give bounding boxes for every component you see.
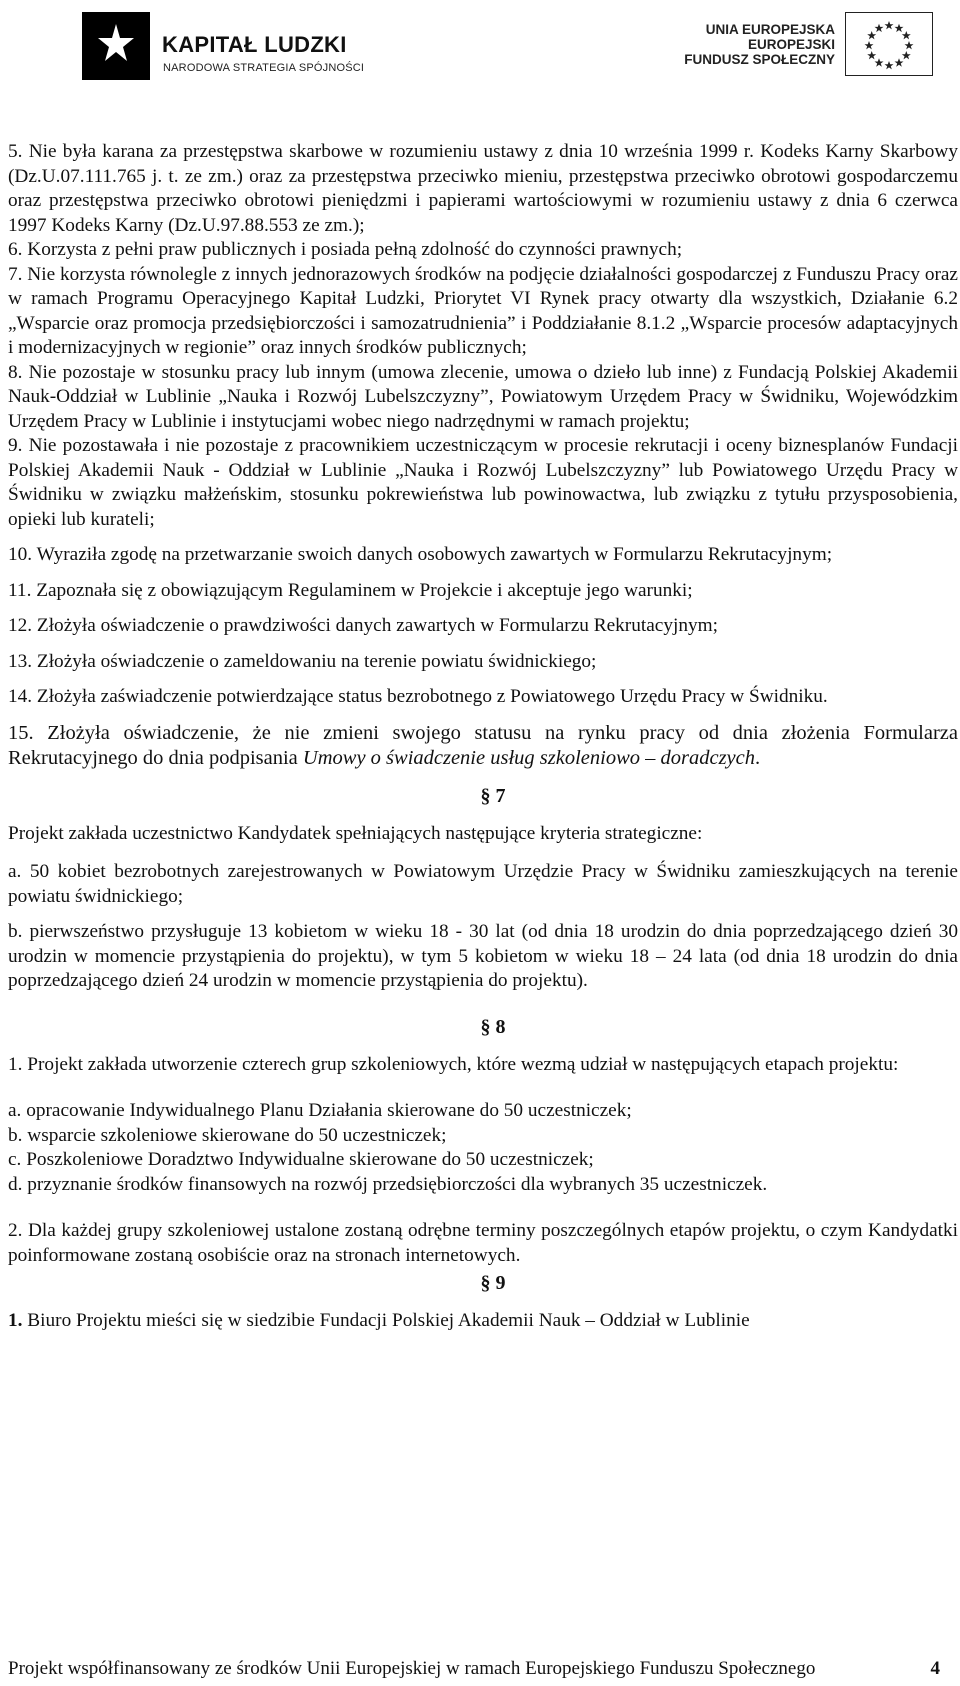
- list-item-12: 12. Złożyła oświadczenie o prawdziwości danych zawartych w Formularzu Rekrutacyjnym;: [8, 615, 718, 636]
- list-item-7: 7. Nie korzysta równolegle z innych jednorazowych środków na podjęcie działalności gospodarczej z Funduszu Pracy oraz w ramach Programu Operacyjnego Kapitał Ludzki, Priorytet VI Rynek pracy otwarty dla wszystkich, Działanie 6.2 „Wsparcie oraz promocja przedsiębiorczości i samozatrudnienia” i Poddziałanie 8.1.2 „Wsparcie procesów adaptacyjnych i modernizacyjnych w regionie” oraz innych środków publicznych;: [8, 263, 958, 358]
- eu-flag-icon: [845, 12, 933, 76]
- section-8-item-b: b. wsparcie szkoleniowe skierowane do 50 uczestniczek;: [8, 1124, 447, 1146]
- kapital-ludzki-title: KAPITAŁ LUDZKI: [162, 32, 347, 57]
- list-item-15-italic: Umowy o świadczenie usług szkoleniowo – doradczych: [302, 746, 755, 769]
- footer-text: Projekt współfinansowany ze środków Unii Europejskiej w ramach Europejskiego Funduszu Społecznego: [8, 1658, 816, 1679]
- list-item-13: 13. Złożyła oświadczenie o zameldowaniu na terenie powiatu świdnickiego;: [8, 650, 597, 672]
- section-heading-9: § 9: [480, 1272, 506, 1294]
- section-7-item-a: a. 50 kobiet bezrobotnych zarejestrowanych w Powiatowym Urzędzie Pracy w Świdniku zamieszkujących na terenie powiatu świdnickiego;: [8, 861, 958, 907]
- eu-logo-line3: FUNDUSZ SPOŁECZNY: [684, 52, 835, 67]
- section-9-point-1: [8, 1309, 958, 1334]
- page-footer: [8, 1658, 960, 1680]
- list-item-9: 9. Nie pozostawała i nie pozostaje z pracownikiem uczestniczącym w procesie rekrutacji i oceny biznesplanów Fundacji Polskiej Akademii Nauk - Oddział w Lublinie „Nauka i Rozwój Lubelszczyzny” lub Powiatowego Urzędu Pracy w Świdniku w związku małżeńskim, stosunku pokrewieństwa lub powinowactwa, lub związku z tytułu przysposobienia, opieki lub kurateli;: [8, 435, 958, 530]
- eu-logo-text: [663, 22, 835, 67]
- section-7-intro: Projekt zakłada uczestnictwo Kandydatek spełniających następujące kryteria strategiczne:: [8, 822, 703, 844]
- section-8-item-a: a. opracowanie Indywidualnego Planu Działania skierowane do 50 uczestniczek;: [8, 1100, 632, 1121]
- list-item-15-text: 15. Złożyła oświadczenie, że nie zmieni swojego statusu na rynku pracy od dnia złożenia Formularza Rekrutacyjnego do dnia podpisania: [8, 721, 958, 769]
- section-9-point-1-text: Biuro Projektu mieści się w siedzibie Fundacji Polskiej Akademii Nauk – Oddział w Lublinie: [22, 1310, 750, 1331]
- list-item-15-end: .: [755, 746, 761, 769]
- section-9-point-1-number: 1.: [8, 1310, 23, 1331]
- section-7-item-b: b. pierwszeństwo przysługuje 13 kobietom w wieku 18 - 30 lat (od dnia 18 urodzin do dnia poprzedzającego dzień 30 urodzin w momencie przystąpienia do projektu), w tym 5 kobietom w wieku 18 – 24 lata (od dnia 18 urodzin do dnia poprzedzającego dzień 24 urodzin w momencie przystąpienia do projektu).: [8, 921, 958, 991]
- list-item-11: 11. Zapoznała się z obowiązującym Regulaminem w Projekcie i akceptuje jego warunki;: [8, 579, 693, 601]
- section-8-item-c: c. Poszkoleniowe Doradztwo Indywidualne skierowane do 50 uczestniczek;: [8, 1149, 594, 1170]
- list-item-15: [8, 721, 958, 771]
- list-item-14: 14. Złożyła zaświadczenie potwierdzające status bezrobotnego z Powiatowego Urzędu Pracy w Świdniku.: [8, 686, 828, 707]
- section-heading-7: § 7: [480, 784, 506, 807]
- list-item-5: 5. Nie była karana za przestępstwa skarbowe w rozumieniu ustawy z dnia 10 września 1999 r. Kodeks Karny Skarbowy (Dz.U.07.111.765 j. t. ze zm.) oraz za przestępstwa przeciwko mieniu, przestępstwa przeciwko obrotowi gospodarczemu oraz przestępstwa przeciwko obrotowi pieniędzmi i papierami wartościowymi w rozumieniu ustawy z dnia 6 czerwca 1997 Kodeks Karny (Dz.U.97.88.553 ze zm.);: [8, 141, 958, 236]
- eu-logo: [663, 12, 943, 82]
- section-8-point-2: 2. Dla każdej grupy szkoleniowej ustalone zostaną odrębne terminy poszczególnych etapów projektu, o czym Kandydatki poinformowane zostaną osobiście oraz na stronach internetowych.: [8, 1220, 958, 1266]
- page-header: [0, 0, 960, 110]
- page-number: 4: [930, 1658, 940, 1679]
- section-heading-8: § 8: [480, 1015, 506, 1038]
- eu-logo-line1: UNIA EUROPEJSKA: [705, 22, 835, 37]
- list-item-8: 8. Nie pozostaje w stosunku pracy lub innym (umowa zlecenie, umowa o dzieło lub inne) z Fundacją Polskiej Akademii Nauk-Oddział w Lublinie „Nauka i Rozwój Lubelszczyzny”, Powiatowym Urzędem Pracy w Świdniku, Wojewódzkim Urzędem Pracy w Lublinie i instytucjami wobec niego nadrzędnymi w ramach projektu;: [8, 361, 958, 432]
- kapital-ludzki-logo: [70, 8, 370, 88]
- section-8-item-d: d. przyznanie środków finansowych na rozwój przedsiębiorczości dla wybranych 35 uczestniczek.: [8, 1173, 768, 1195]
- document-body: [8, 140, 958, 1334]
- list-item-6: 6. Korzysta z pełni praw publicznych i posiada pełną zdolność do czynności prawnych;: [8, 239, 683, 260]
- kapital-ludzki-subtitle: NARODOWA STRATEGIA SPÓJNOŚCI: [163, 62, 365, 74]
- section-8-point-1: 1. Projekt zakłada utworzenie czterech grup szkoleniowych, które wezmą udział w następujących etapach projektu:: [8, 1053, 899, 1075]
- list-item-10: 10. Wyraziła zgodę na przetwarzanie swoich danych osobowych zawartych w Formularzu Rekrutacyjnym;: [8, 544, 833, 565]
- eu-logo-line2: EUROPEJSKI: [747, 37, 835, 52]
- kapital-ludzki-emblem-icon: [82, 12, 150, 80]
